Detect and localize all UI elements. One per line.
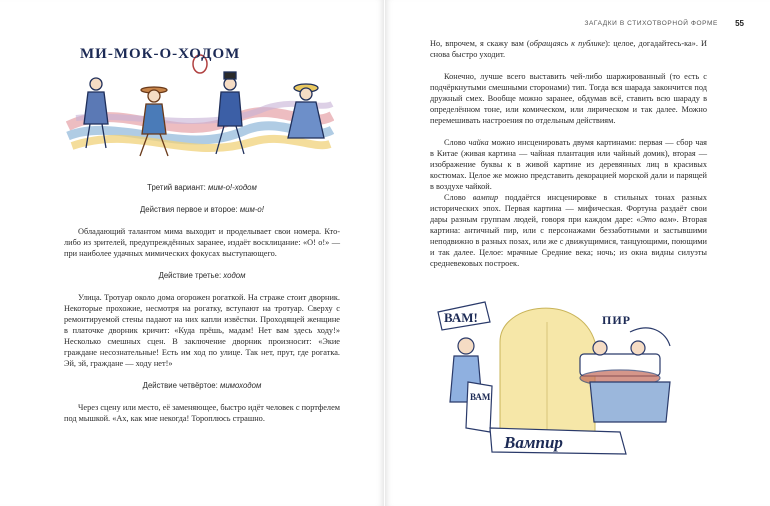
vampire-illustration — [430, 282, 680, 460]
paragraph-continuation: Но, впрочем, я скажу вам (обращаясь к публике): целое, догадайтесь-ка». И снова быстро уходит. — [430, 39, 707, 59]
page-number: 55 — [735, 19, 744, 28]
paragraph-passerby: Через сцену или место, её заменяющее, быстро идёт человек с портфелем под мышкой. «Ах, как мне некогда! Тороплюсь страшно. — [64, 403, 340, 423]
vam-lettering: ВАМ! — [444, 310, 478, 325]
heading-third-variant: Третий вариант: мим-о!-ходом — [147, 183, 257, 192]
paragraph-charade-tone: Конечно, лучше всего выставить чей-либо шаржированный (то есть с подчёркнутыми смешными сторонами) тип. Тогда вся шарада закончится под дружный смех. Вообще можно заранее, обдумав всё, ставить всю шараду в определённом тоне, или комическом, или лирическом и так далее. Можно перемешивать настроения по отдельным действиям. — [430, 72, 707, 125]
paragraph-street: Улица. Тротуар около дома огорожен рогаткой. На страже стоит дворник. Некоторые прохожие, несмотря на рогатку, вступают на тротуар. Сверху с ремонтируемой стены падают на них капли извёстки. Проходящей женщине в платочке дворник кричит: «Куда прёшь, мадам! Нет вам здесь ходу!» Несколько смешных сцен. В заключение дворник произносит: «Экие граждане несознательные! Есть им ход по улице. Так нет, прут, где рогатка. Эй, эй, граждане — ходу нет!» — [64, 293, 340, 368]
paragraph-vampir: Слово вампир поддаётся инсценировке в стильных тонах разных исторических эпох. Первая картина — мифическая. Фортуна раздаёт свои дары разным группам людей, говоря при каждом даре: «Это вам». Вторая картина: античный пир, или с персонажами беззаботными и застывшими неподвижно в разных позах, или же с движущимися, танцующими, поющими и так далее. Целое: мрачные Средние века; ночь; из окна видны силуэты средневековых построек. — [430, 193, 707, 268]
mime-illustration-lettering: МИ-МОК-О-ХОДОМ — [80, 46, 241, 62]
pir-lettering: ПИР — [602, 313, 631, 327]
running-head: ЗАГАДКИ В СТИХОТВОРНОЙ ФОРМЕ — [584, 20, 718, 27]
heading-act-4: Действие четвёртое: мимоходом — [142, 381, 262, 390]
heading-act-3: Действие третье: ходом — [158, 271, 246, 280]
left-page-text — [64, 182, 340, 424]
vampir-lettering: Вампир — [504, 433, 563, 452]
figure-right — [288, 84, 324, 138]
vam-vertical-lettering: ВАМ — [470, 392, 491, 402]
left-page — [0, 0, 384, 506]
heading-acts-1-2: Действия первое и второе: мим-о! — [140, 205, 264, 214]
right-page-text — [430, 38, 707, 269]
mime-illustration — [66, 38, 334, 166]
paragraph-chaika: Слово чайка можно инсценировать двумя картинами: первая — сбор чая в Китае (живая картина — чайная плантация или чайный домик), вторая — изображение буквы к в живой картине из деревянных лиц в красивых костюмах. Целое же можно представить декорацией морской дали и парящей в воздухе чайкой. — [430, 138, 707, 191]
paragraph-mime: Обладающий талантом мима выходит и проделывает свои номера. Кто-либо из зрителей, предупреждённых заранее, издаёт восклицание: «О! о!» — при наиболее удачных мимических фокусах выступающего. — [64, 227, 340, 258]
